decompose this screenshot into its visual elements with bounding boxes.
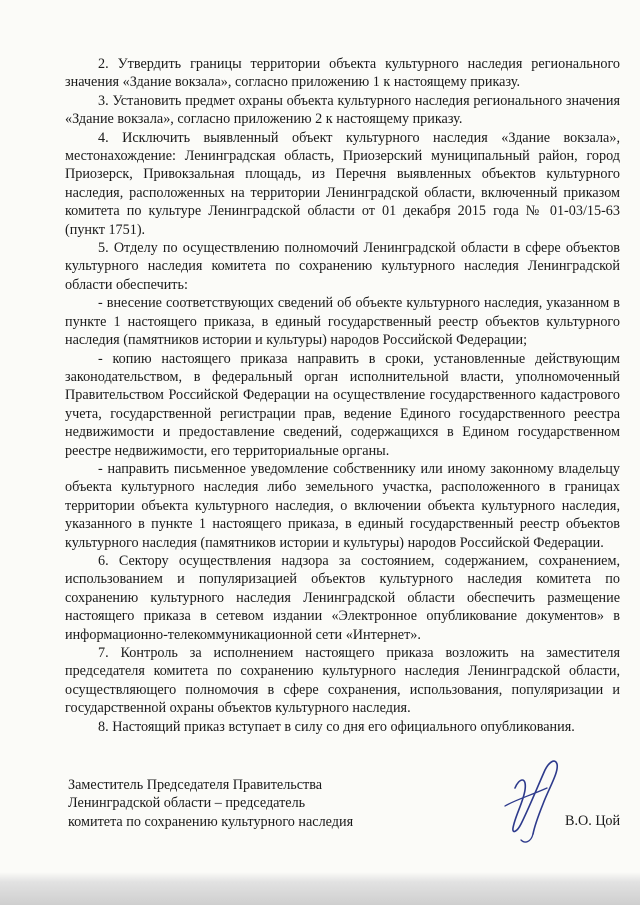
document-body [65,55,620,736]
scan-bottom-edge [0,872,640,905]
paragraph-5-item-3: - направить письменное уведомление собственнику или иному законному владельцу объекта культурного наследия либо земельного участка, расположенного в границах территории объекта культурного наследия, о включении объекта культурного наследия, указанного в пункте 1 настоящего приказа, в единый государственный реестр объектов культурного наследия (памятников истории и культуры) народов Российской Федерации. [65,460,620,551]
paragraph-3: 3. Установить предмет охраны объекта культурного наследия регионального значения «Здание вокзала», согласно приложению 2 к настоящему приказу. [65,92,620,128]
signer-title-line-2: Ленинградской области – председатель [68,795,306,812]
paragraph-2: 2. Утвердить границы территории объекта культурного наследия регионального значения «Здание вокзала», согласно приложению 1 к настоящему приказу. [65,56,620,91]
paragraph-4: 4. Исключить выявленный объект культурного наследия «Здание вокзала», местонахождение: Ленинградская область, Приозерский муниципальный район, город Приозерск, Привокзальная площадь, из Перечня выявленных объектов культурного наследия, расположенных на территории Ленинградской области, включенный приказом комитета по культуре Ленинградской области от 01 декабря 2015 года № 01-03/15-63 (пункт 1751). [65,129,620,238]
signer-title-line-3: комитета по сохранению культурного наследия [68,813,354,830]
signer-title-line-1: Заместитель Председателя Правительства [68,777,323,793]
paragraph-5-item-1: - внесение соответствующих сведений об объекте культурного наследия, указанном в пункте 1 настоящего приказа, в единый государственный реестр объектов культурного наследия (памятников истории и культуры) народов Российской Федерации; [65,295,620,349]
paragraph-6: 6. Сектору осуществления надзора за состоянием, содержанием, сохранением, использованием и популяризацией объектов культурного наследия комитета по сохранению культурного наследия Ленинградской области обеспечить размещение настоящего приказа в сетевом издании «Электронное опубликование документов» в информационно-телекоммуникационной сети «Интернет». [65,552,620,643]
paragraph-5: 5. Отделу по осуществлению полномочий Ленинградской области в сфере объектов культурного наследия комитета по сохранению культурного наследия Ленинградской области обеспечить: [65,240,620,293]
handwritten-signature [485,748,575,848]
signer-name: В.О. Цой [565,813,621,829]
paragraph-5-item-2: - копию настоящего приказа направить в сроки, установленные действующим законодательством, в федеральный орган исполнительной власти, уполномоченный Правительством Российской Федерации на осуществление государственного кадастрового учета, государственной регистрации прав, ведение Единого государственного реестра недвижимости и предоставление сведений, содержащихся в Едином государственном реестре недвижимости, его территориальные органы. [65,350,620,459]
paragraph-8: 8. Настоящий приказ вступает в силу со дня его официального опубликования. [98,718,575,735]
paragraph-7: 7. Контроль за исполнением настоящего приказа возложить на заместителя председателя комитета по сохранению культурного наследия Ленинградской области, осуществляющего полномочия в сфере сохранения, использования, популяризации и государственной охраны объектов культурного наследия. [65,645,620,717]
